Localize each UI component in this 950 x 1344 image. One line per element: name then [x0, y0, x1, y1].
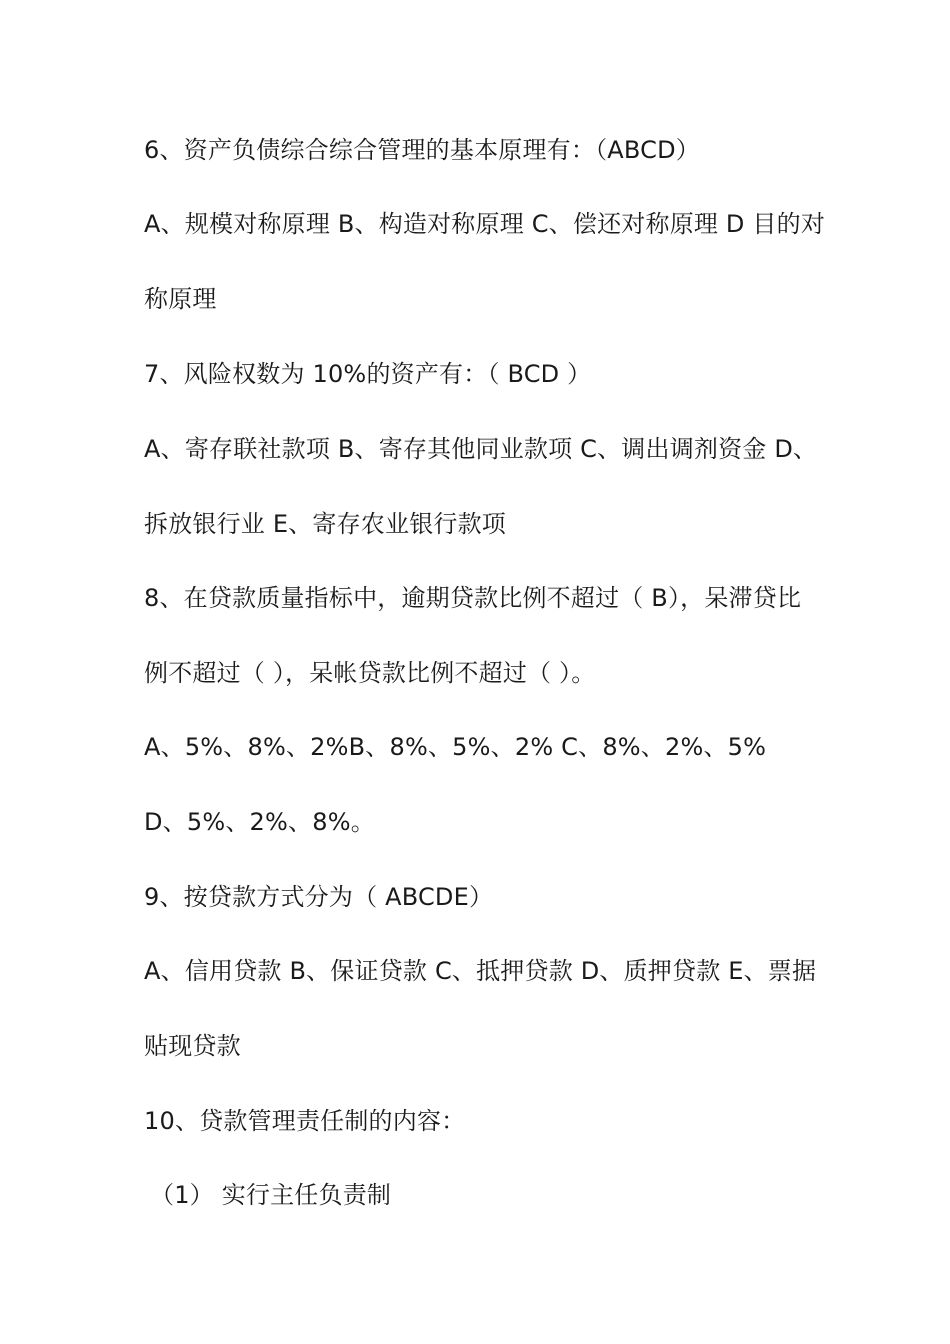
question-10-text: 10、贷款管理责任制的内容： [144, 1107, 466, 1135]
question-7-text: 7、风险权数为 10%的资产有：（ BCD ） [144, 360, 592, 388]
question-6-text: 6、资产负债综合综合管理的基本原理有：（ABCD） [144, 136, 700, 164]
question-7-options-line-2: 拆放银行业 E、寄存农业银行款项 [144, 510, 506, 538]
question-8-options-line-2: D、5%、2%、8%。 [144, 808, 375, 836]
question-8-text-line-2: 例不超过（ ），呆帐贷款比例不超过（ ）。 [144, 659, 596, 687]
question-8-text-line-1: 8、在贷款质量指标中，逾期贷款比例不超过（ B），呆滞贷比 [144, 584, 802, 612]
question-9-options-line-1: A、信用贷款 B、保证贷款 C、抵押贷款 D、质押贷款 E、票据 [144, 957, 817, 985]
question-8-options-line-1: A、5%、8%、2%B、8%、5%、2% C、8%、2%、5% [144, 733, 767, 761]
question-7-options-line-1: A、寄存联社款项 B、寄存其他同业款项 C、调出调剂资金 D、 [144, 435, 818, 463]
question-6-options-line-2: 称原理 [144, 285, 217, 313]
question-10-item-1: （1） 实行主任负责制 [150, 1181, 392, 1209]
question-9-options-line-2: 贴现贷款 [144, 1032, 241, 1060]
question-6-options-line-1: A、规模对称原理 B、构造对称原理 C、偿还对称原理 D 目的对 [144, 210, 826, 238]
question-9-text: 9、按贷款方式分为（ ABCDE） [144, 883, 494, 911]
